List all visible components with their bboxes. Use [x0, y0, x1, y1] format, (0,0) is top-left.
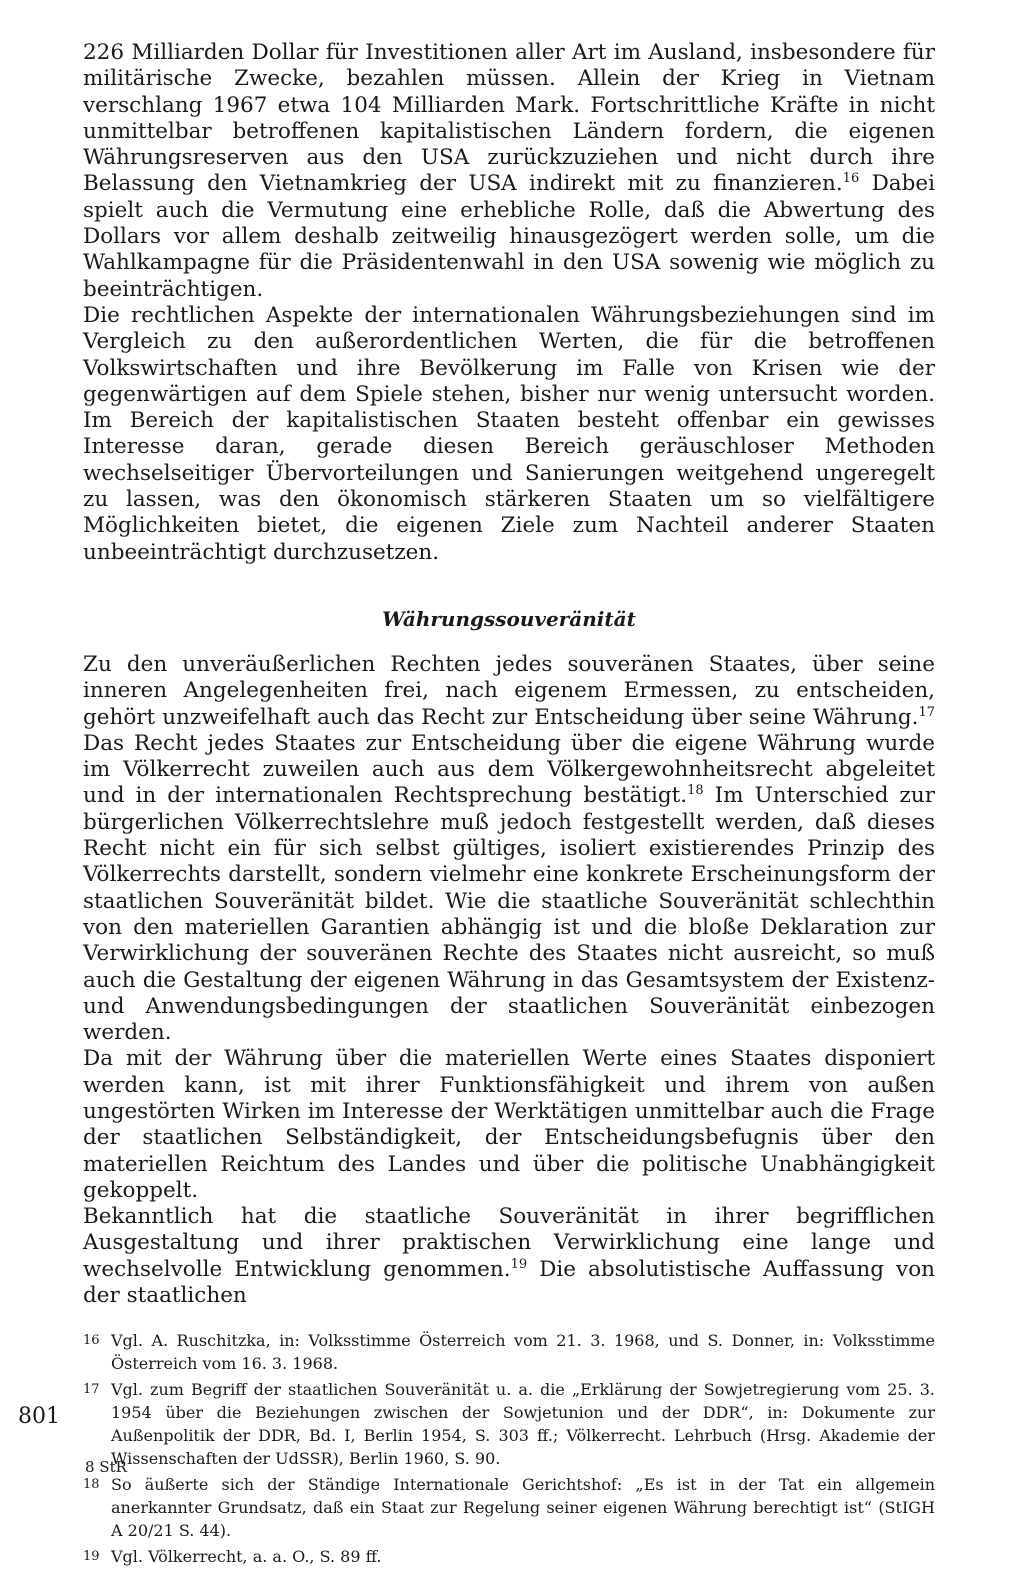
- paragraph-text: Die absolutistische Auffassung von der staatlichen: [83, 1256, 935, 1309]
- paragraph-text: 226 Milliarden Dollar für Investitionen aller Art im Ausland, insbesondere für militärische Zwecke, bezahlen müssen. Allein der Krieg in Vietnam verschlang 1967 etwa 104 Milliarden Mark. Fortschrittliche Kräfte in nicht unmittelbar betroffenen kapitalistischen Ländern fordern, die eigenen Währungsreserven aus den USA zurückzuziehen und nicht durch ihre Belassung den Vietnamkrieg der USA indirekt mit zu finanzieren.: [83, 40, 935, 197]
- footnote-ref-17: 17: [918, 704, 935, 720]
- footnote: [83, 1329, 935, 1375]
- footnote: [83, 1473, 935, 1542]
- paragraph-4: Da mit der Währung über die materiellen Werte eines Staates disponiert werden kann, ist mit ihrer Funktionsfähigkeit und ihrem von außen ungestörten Wirken im Interesse der Werktätigen unmittelbar auch die Frage der staatlichen Selbständigkeit, der Entscheidungsbefugnis über den materiellen Reichtum des Landes und über die politische Unabhängigkeit gekoppelt.: [83, 1046, 935, 1203]
- footnote-text: So äußerte sich der Ständige Internationale Gerichtshof: „Es ist in der Tat ein allgemein anerkannter Grundsatz, daß ein Staat zur Regelung seiner eigenen Währung berechtigt ist“ (StIGH A 20/21 S. 44).: [111, 1475, 935, 1541]
- footnote-number: 19: [83, 1549, 100, 1565]
- footnote-ref-18: 18: [687, 783, 704, 799]
- footnote: [83, 1378, 935, 1470]
- footnote-number: 17: [83, 1382, 100, 1398]
- paragraph-3: [83, 652, 935, 1046]
- paragraph-text: Im Unterschied zur bürgerlichen Völkerrechtslehre muß jedoch festgestellt werden, daß dieses Recht nicht ein für sich selbst gültiges, isoliert existierendes Prinzip des Völkerrechts darstellt, sondern vielmehr eine konkrete Erscheinungsform der staatlichen Souveränität bildet. Wie die staatliche Souveränität schlechthin von den materiellen Garantien abhängig ist und die bloße Deklaration zur Verwirklichung der souveränen Rechte des Staates nicht ausreicht, so muß auch die Gestaltung der eigenen Währung in das Gesamtsystem der Existenz- und Anwendungsbedingungen der staatlichen Souveränität einbezogen werden.: [83, 783, 936, 1046]
- footnote-text: Vgl. Völkerrecht, a. a. O., S. 89 ff.: [111, 1547, 382, 1567]
- footnote-number: 16: [83, 1333, 100, 1349]
- section-heading: Währungssouveränität: [382, 606, 636, 631]
- footnote-ref-19: 19: [510, 1256, 528, 1272]
- paragraph-text: Dabei spielt auch die Vermutung eine erhebliche Rolle, daß die Abwertung des Dollars vor allem deshalb zeitweilig hinausgezögert werden solle, um die Wahlkampagne für die Präsidentenwahl in den USA sowenig wie möglich zu beeinträchtigen.: [83, 171, 935, 302]
- paragraph-text: Zu den unveräußerlichen Rechten jedes souveränen Staates, über seine inneren Angelegenheiten frei, nach eigenem Ermessen, zu entscheiden, gehört unzweifelhaft auch das Recht zur Entscheidung über seine Währung.: [83, 651, 935, 730]
- footnote-text: Vgl. A. Ruschitzka, in: Volksstimme Österreich vom 21. 3. 1968, und S. Donner, in: Volksstimme Österreich vom 16. 3. 1968.: [111, 1331, 935, 1374]
- paragraph-text: Bekanntlich hat die staatliche Souveränität in ihrer begrifflichen Ausgestaltung und ihrer praktischen Verwirklichung eine lange und wechselvolle Entwicklung genommen.: [83, 1204, 935, 1282]
- footnotes: [83, 1329, 935, 1568]
- paragraph-2: Die rechtlichen Aspekte der internationalen Währungsbeziehungen sind im Vergleich zu den außerordentlichen Werten, die für die betroffenen Volkswirtschaften und ihre Bevölkerung im Falle von Krisen wie der gegenwärtigen auf dem Spiele stehen, bisher nur wenig untersucht worden. Im Bereich der kapitalistischen Staaten besteht offenbar ein gewisses Interesse daran, gerade diesen Bereich geräuschloser Methoden wechselseitiger Übervorteilungen und Sanierungen weitgehend ungeregelt zu lassen, was den ökonomisch stärkeren Staaten um so vielfältigere Möglichkeiten bietet, die eigenen Ziele zum Nachteil anderer Staaten unbeeinträchtigt durchzusetzen.: [83, 302, 935, 565]
- paragraph-text: Das Recht jedes Staates zur Entscheidung über die eigene Währung wurde im Völkerrecht zuweilen auch aus dem Völkergewohnheitsrecht abgeleitet und in der internationalen Rechtsprechung bestätigt.: [83, 730, 935, 809]
- footnote-ref-16: 16: [842, 171, 860, 187]
- footnote: [83, 1545, 935, 1568]
- page-number: 801: [18, 1404, 60, 1429]
- paragraph-5: [83, 1204, 935, 1309]
- footnote-number: 18: [83, 1477, 100, 1493]
- page-content: [83, 40, 935, 1571]
- printer-signature: 8 StR: [85, 1458, 127, 1476]
- paragraph-1: [83, 40, 935, 303]
- footnote-text: Vgl. zum Begriff der staatlichen Souveränität u. a. die „Erklärung der Sowjetregierung vom 25. 3. 1954 über die Beziehungen zwischen der Sowjetunion und der DDR“, in: Dokumente zur Außenpolitik der DDR, Bd. I, Berlin 1954, S. 303 ff.; Völkerrecht. Lehrbuch (Hrsg. Akademie der Wissenschaften der UdSSR), Berlin 1960, S. 90.: [111, 1380, 935, 1469]
